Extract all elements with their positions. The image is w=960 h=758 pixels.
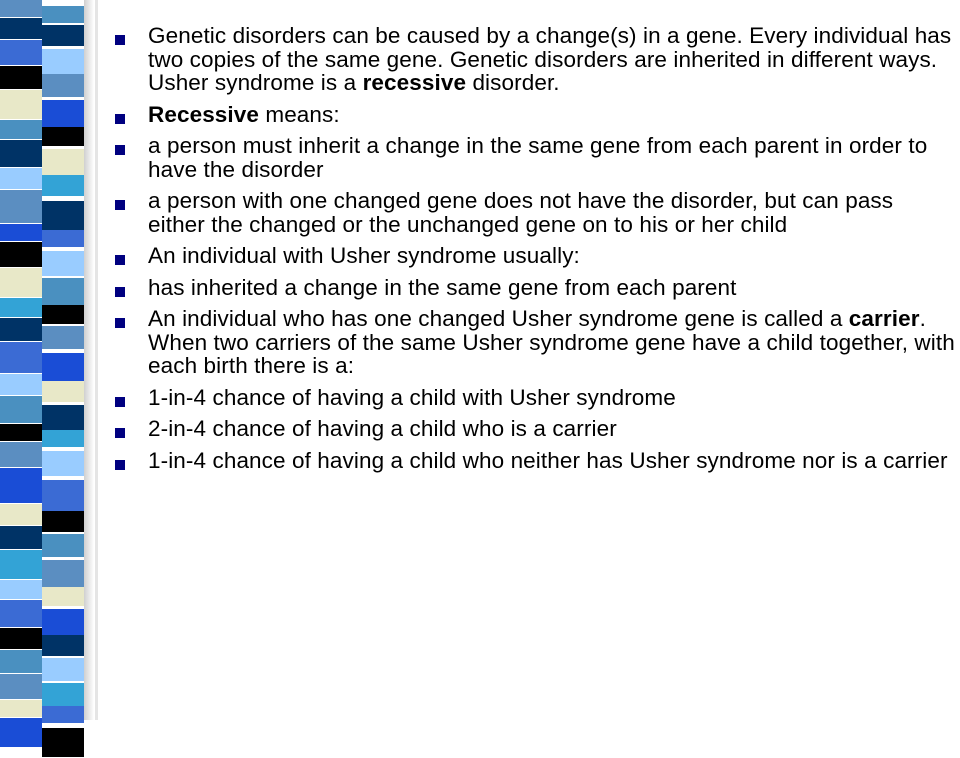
sidebar-stripe bbox=[42, 658, 84, 682]
sidebar-stripe bbox=[42, 149, 84, 177]
sidebar-stripe bbox=[42, 706, 84, 724]
bullet-text: has inherited a change in the same gene from each parent bbox=[148, 274, 737, 300]
bullet-item bbox=[115, 24, 955, 95]
sidebar-stripe bbox=[42, 100, 84, 130]
square-bullet-icon bbox=[115, 200, 125, 210]
sidebar-stripe bbox=[42, 587, 84, 607]
sidebar-stripe bbox=[0, 90, 42, 120]
sidebar-stripes bbox=[0, 0, 84, 720]
bullet-item bbox=[115, 103, 955, 127]
slide-content bbox=[115, 24, 955, 480]
sidebar-stripe bbox=[0, 504, 42, 526]
sidebar-shadow bbox=[84, 0, 94, 720]
sidebar-stripe bbox=[42, 25, 84, 47]
sidebar-stripe bbox=[0, 342, 42, 374]
square-bullet-icon bbox=[115, 35, 125, 45]
square-bullet-icon bbox=[115, 428, 125, 438]
sidebar-stripe bbox=[42, 451, 84, 477]
sidebar-stripe bbox=[42, 635, 84, 657]
sidebar-stripe bbox=[42, 175, 84, 197]
bullet-text: An individual with Usher syndrome usually: bbox=[148, 243, 580, 268]
bullet-item bbox=[115, 417, 955, 441]
square-bullet-icon bbox=[115, 255, 125, 265]
bullet-text: 1-in-4 chance of having a child with Usher syndrome bbox=[148, 384, 676, 410]
sidebar-stripe bbox=[42, 326, 84, 350]
sidebar-stripe bbox=[0, 120, 42, 140]
sidebar-stripe bbox=[42, 278, 84, 308]
sidebar-stripe bbox=[42, 127, 84, 147]
bullet-item bbox=[115, 244, 955, 268]
sidebar-divider bbox=[95, 0, 98, 720]
sidebar-stripe bbox=[0, 66, 42, 90]
sidebar-stripe bbox=[0, 526, 42, 550]
square-bullet-icon bbox=[115, 145, 125, 155]
sidebar-stripe bbox=[42, 49, 84, 75]
sidebar-stripe bbox=[42, 728, 84, 758]
sidebar-stripe bbox=[42, 511, 84, 533]
sidebar-stripe bbox=[42, 251, 84, 277]
sidebar-stripe bbox=[42, 609, 84, 637]
bullet-item bbox=[115, 449, 955, 473]
sidebar-stripe bbox=[0, 298, 42, 318]
bullet-text: Recessive means: bbox=[148, 101, 340, 127]
bullet-text: 1-in-4 chance of having a child who neither has Usher syndrome nor is a carrier bbox=[148, 447, 948, 473]
sidebar-stripe bbox=[0, 718, 42, 748]
sidebar-stripe bbox=[0, 40, 42, 66]
bullet-item bbox=[115, 189, 955, 236]
sidebar-stripe bbox=[0, 700, 42, 718]
sidebar-stripe bbox=[42, 381, 84, 403]
sidebar-stripe bbox=[0, 396, 42, 424]
sidebar-stripe bbox=[42, 430, 84, 448]
sidebar-stripe bbox=[42, 405, 84, 433]
bullet-item bbox=[115, 386, 955, 410]
bullet-item bbox=[115, 134, 955, 181]
bullet-text: 2-in-4 chance of having a child who is a carrier bbox=[148, 416, 617, 441]
sidebar-stripe bbox=[0, 242, 42, 268]
sidebar-stripe bbox=[0, 224, 42, 242]
square-bullet-icon bbox=[115, 318, 125, 328]
sidebar-stripe bbox=[0, 550, 42, 580]
sidebar-stripe bbox=[0, 0, 42, 18]
sidebar-stripe bbox=[42, 534, 84, 558]
sidebar-stripe bbox=[0, 18, 42, 40]
bullet-text: a person with one changed gene does not have the disorder, but can pass either the changed or the unchanged gene on to his or her child bbox=[148, 188, 894, 237]
sidebar-stripe bbox=[0, 580, 42, 600]
sidebar-stripe bbox=[0, 650, 42, 674]
sidebar-stripe bbox=[42, 305, 84, 325]
sidebar-stripe bbox=[42, 6, 84, 24]
sidebar-stripe bbox=[0, 140, 42, 168]
sidebar-stripe bbox=[0, 468, 42, 504]
sidebar-stripe bbox=[0, 600, 42, 628]
square-bullet-icon bbox=[115, 460, 125, 470]
sidebar-stripe bbox=[42, 74, 84, 98]
bullet-text: Genetic disorders can be caused by a change(s) in a gene. Every individual has two copies of the same gene. Genetic disorders are inherited in different ways. Usher syndrome is a recessive disorder. bbox=[148, 23, 952, 95]
square-bullet-icon bbox=[115, 397, 125, 407]
sidebar-stripe bbox=[0, 442, 42, 468]
square-bullet-icon bbox=[115, 287, 125, 297]
sidebar-stripe bbox=[0, 190, 42, 224]
sidebar-stripe bbox=[0, 374, 42, 396]
sidebar-stripe bbox=[0, 318, 42, 342]
decorative-sidebar bbox=[0, 0, 110, 720]
sidebar-stripe bbox=[0, 268, 42, 298]
bullet-text: An individual who has one changed Usher syndrome gene is called a carrier. When two carriers of the same Usher syndrome gene have a child together, with each birth there is a: bbox=[148, 306, 955, 378]
sidebar-stripe bbox=[0, 168, 42, 190]
sidebar-stripe bbox=[0, 674, 42, 700]
square-bullet-icon bbox=[115, 114, 125, 124]
bullet-text: a person must inherit a change in the same gene from each parent in order to have the disorder bbox=[148, 133, 928, 182]
bullet-item bbox=[115, 276, 955, 300]
sidebar-stripe bbox=[0, 424, 42, 442]
bullet-item bbox=[115, 307, 955, 378]
sidebar-stripe bbox=[0, 628, 42, 650]
sidebar-stripe bbox=[42, 560, 84, 590]
sidebar-stripe bbox=[42, 230, 84, 248]
